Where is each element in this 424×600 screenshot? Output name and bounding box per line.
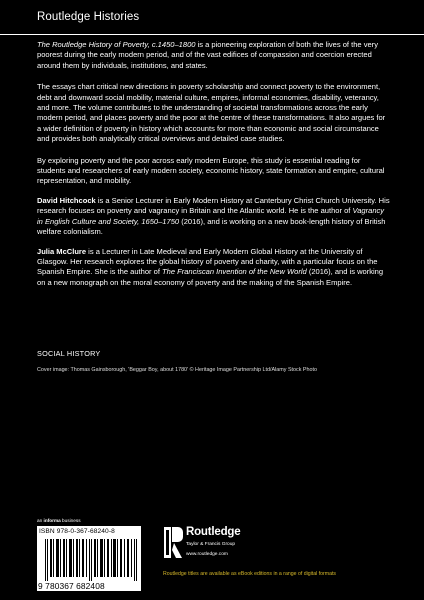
subject-category: SOCIAL HISTORY (37, 349, 101, 358)
author-bio-text: (2016), and is working on a new book-length history of British welfare colonialism. (37, 216, 386, 237)
book-years: c.1450–1800 (151, 40, 196, 49)
publisher-url: www.routledge.com (186, 552, 228, 557)
series-title: Routledge Histories (37, 11, 140, 23)
back-cover-text (37, 40, 391, 299)
author-bio-text: is a Lecturer in Late Medieval and Early Modern Global History at the University of Glasgow. Her research explores the global history of poverty and charity, with a particular focus on the Spanish Empire. She is the author of (37, 246, 378, 277)
informa-suffix: business (60, 518, 81, 523)
informa-business-label (37, 518, 81, 523)
author-name: Julia McClure (37, 246, 87, 256)
publisher-name: Routledge (186, 526, 241, 538)
author-bio-text: is a Senior Lecturer in Early Modern History at Canterbury Christ Church University. His research focuses on poverty and vagrancy in Britain and the Atlantic world. He is the author of (37, 195, 390, 216)
informa-prefix: an (37, 518, 44, 523)
header-divider (0, 34, 424, 35)
blurb-paragraph-3: By exploring poverty and the poor across early modern Europe, this study is essential reading for students and researchers of early modern society, economic history, state formation and empire, cultural representation, and mobility. (37, 155, 385, 186)
blurb-paragraph-2: The essays chart critical new directions in poverty scholarship and connect poverty to the environment, debt and downward social mobility, material culture, empires, informal economies, disability, veterancy, and more. The volume contributes to the understanding of societal transformations across the early modern period, and places poverty and the poor at the centre of these transformations. It also argues for a wider definition of poverty in history which accounts for more than economic and social circumstance and provides both analytically critical overviews and detailed case studies. (37, 82, 386, 144)
routledge-logo-icon (163, 526, 184, 559)
barcode-digits: 9 780367 682408 (38, 581, 105, 591)
publisher-group: Taylor & Francis Group (186, 542, 236, 547)
author-bio-2 (37, 247, 391, 289)
isbn-barcode (37, 526, 141, 591)
ebook-note: Routledge titles are available as eBook editions in a range of digital formats (163, 571, 337, 577)
author-bio-text: (2016), and is working on a new monograph on the moral economy of poverty and the making of the Spanish Empire. (37, 267, 384, 287)
informa-brand: informa (43, 518, 61, 523)
cover-credit: Cover image: Thomas Gainsborough, 'Beggar Boy, about 1780' © Heritage Image Partnership Ltd/Alamy Stock Photo (37, 367, 318, 373)
author-book-title: Vagrancy in English Culture and Society, 1650–1750 (37, 206, 385, 226)
blurb-text-1: is a pioneering exploration of both the lives of the very poorest during the early modern period, and of the vast edifices of compassion and coercion erected around them by individuals, institutions, and states. (37, 40, 378, 70)
blurb-paragraph-1 (37, 40, 391, 71)
author-bio-1 (37, 196, 391, 238)
book-title: The Routledge History of Poverty, (37, 40, 150, 49)
publisher-logo (163, 526, 241, 561)
author-book-title: The Franciscan Invention of the New World (162, 267, 307, 277)
barcode-bars-icon (45, 539, 137, 581)
author-name: David Hitchcock (37, 195, 96, 205)
isbn-number: ISBN 978-0-367-68240-8 (39, 528, 115, 535)
